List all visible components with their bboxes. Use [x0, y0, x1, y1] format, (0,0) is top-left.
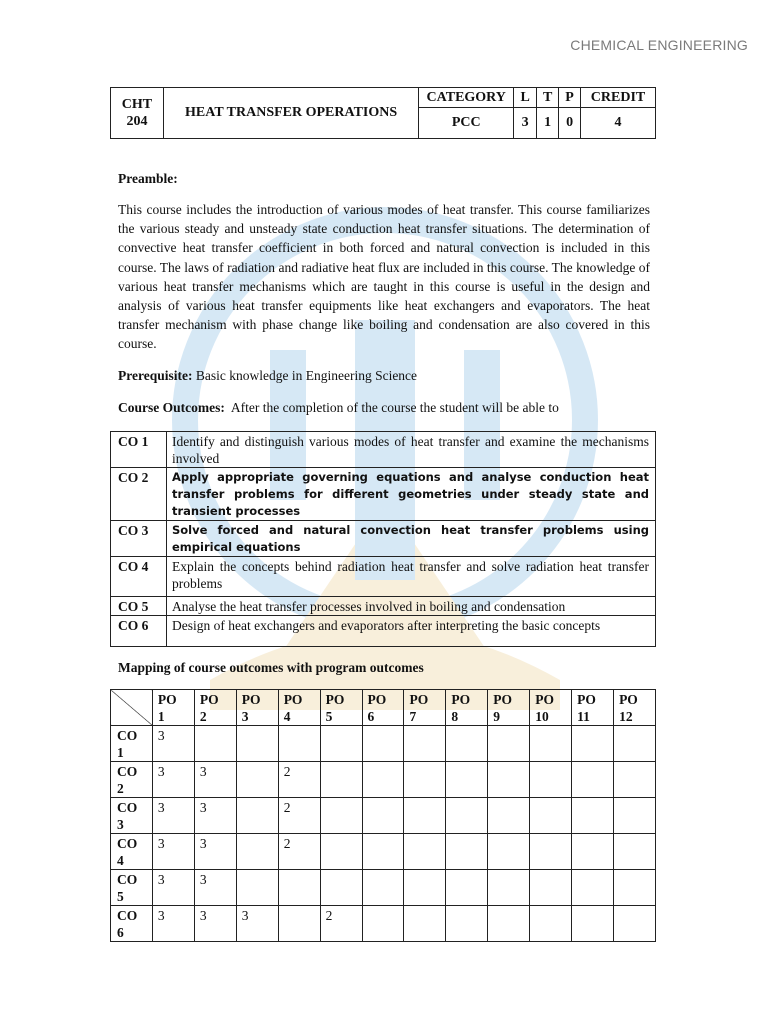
co-description: Identify and distinguish various modes of heat transfer and examine the mechanisms involved [167, 432, 656, 468]
mapping-cell [614, 906, 656, 942]
mapping-cell [614, 870, 656, 906]
mapping-cell [236, 834, 278, 870]
t-value: 1 [537, 108, 559, 139]
mapping-co-label: CO 6 [111, 906, 153, 942]
mapping-cell: 3 [194, 906, 236, 942]
co-po-mapping-table [110, 689, 656, 942]
mapping-co-label: CO 2 [111, 762, 153, 798]
mapping-co-label: CO 3 [111, 798, 153, 834]
mapping-cell [572, 906, 614, 942]
po-header: PO 6 [362, 690, 404, 726]
mapping-cell: 2 [278, 834, 320, 870]
mapping-cell [278, 870, 320, 906]
po-header: PO 7 [404, 690, 446, 726]
mapping-cell [572, 834, 614, 870]
mapping-cell [488, 906, 530, 942]
mapping-cell [194, 726, 236, 762]
course-outcomes-table [110, 431, 656, 647]
preamble-text: This course includes the introduction of various modes of heat transfer. This course familiarizes the various steady and unsteady state conduction heat transfer situations. The determination of convective heat transfer coefficient in both forced and natural convection is included in this course. The laws of radiation and radiative heat flux are included in this course. The knowledge of various heat transfer mechanisms which are taught in this course is useful in the design and analysis of various heat transfer equipments like heat exchangers and evaporators. The heat transfer mechanism with phase change like boiling and condensation are also covered in this course. [118, 202, 650, 352]
corner-cell [111, 690, 153, 726]
mapping-cell [236, 762, 278, 798]
mapping-cell [488, 834, 530, 870]
prerequisite-text: Basic knowledge in Engineering Science [195, 368, 418, 383]
co-code: CO 1 [111, 432, 167, 468]
mapping-cell [446, 762, 488, 798]
co-code: CO 3 [111, 521, 167, 557]
p-label: P [559, 88, 581, 108]
mapping-cell [446, 906, 488, 942]
mapping-row [111, 798, 656, 834]
mapping-cell [320, 870, 362, 906]
credit-label: CREDIT [581, 88, 656, 108]
mapping-cell [572, 762, 614, 798]
mapping-cell [572, 798, 614, 834]
mapping-co-label: CO 5 [111, 870, 153, 906]
mapping-cell [530, 834, 572, 870]
mapping-cell: 3 [152, 870, 194, 906]
po-header: PO 2 [194, 690, 236, 726]
po-header: PO 10 [530, 690, 572, 726]
po-header: PO 3 [236, 690, 278, 726]
co-description: Analyse the heat transfer processes involved in boiling and condensation [167, 597, 656, 616]
mapping-cell: 3 [152, 762, 194, 798]
mapping-cell: 3 [194, 870, 236, 906]
po-header: PO 5 [320, 690, 362, 726]
mapping-cell [404, 762, 446, 798]
mapping-cell [278, 906, 320, 942]
po-header: PO 4 [278, 690, 320, 726]
category-label: CATEGORY [419, 88, 514, 108]
mapping-cell [614, 762, 656, 798]
mapping-cell [488, 798, 530, 834]
mapping-cell [530, 798, 572, 834]
mapping-cell [446, 870, 488, 906]
mapping-row [111, 762, 656, 798]
mapping-cell [236, 798, 278, 834]
mapping-cell [278, 726, 320, 762]
course-title: HEAT TRANSFER OPERATIONS [163, 88, 418, 139]
mapping-cell [530, 906, 572, 942]
mapping-cell [614, 834, 656, 870]
mapping-row [111, 834, 656, 870]
mapping-cell [614, 798, 656, 834]
mapping-cell: 3 [152, 906, 194, 942]
mapping-cell [488, 726, 530, 762]
po-header: PO 8 [446, 690, 488, 726]
department-header: CHEMICAL ENGINEERING [570, 37, 748, 53]
mapping-cell [530, 762, 572, 798]
mapping-cell [362, 798, 404, 834]
co-code: CO 5 [111, 597, 167, 616]
course-outcomes-text: After the completion of the course the student will be able to [230, 400, 559, 415]
course-code: CHT 204 [111, 88, 164, 139]
prerequisite [118, 368, 650, 384]
mapping-cell [446, 726, 488, 762]
mapping-cell: 3 [194, 834, 236, 870]
course-outcomes-label: Course Outcomes: [118, 400, 225, 415]
po-header: PO 11 [572, 690, 614, 726]
co-description: Apply appropriate governing equations and analyse conduction heat transfer problems for different geometries under steady state and transient processes [167, 468, 656, 521]
mapping-cell [404, 726, 446, 762]
mapping-cell [362, 762, 404, 798]
mapping-cell [320, 726, 362, 762]
co-code: CO 2 [111, 468, 167, 521]
mapping-cell [446, 798, 488, 834]
mapping-cell [404, 834, 446, 870]
mapping-cell [236, 726, 278, 762]
mapping-cell [362, 870, 404, 906]
mapping-co-label: CO 4 [111, 834, 153, 870]
mapping-cell [404, 870, 446, 906]
mapping-cell [572, 726, 614, 762]
mapping-cell: 3 [194, 762, 236, 798]
mapping-cell [362, 834, 404, 870]
mapping-cell [320, 798, 362, 834]
mapping-cell [530, 726, 572, 762]
mapping-cell: 3 [194, 798, 236, 834]
mapping-cell: 3 [236, 906, 278, 942]
mapping-cell: 3 [152, 834, 194, 870]
preamble-heading: Preamble: [118, 171, 178, 186]
mapping-cell [320, 762, 362, 798]
po-header: PO 1 [152, 690, 194, 726]
mapping-heading: Mapping of course outcomes with program outcomes [118, 660, 424, 675]
co-description: Explain the concepts behind radiation heat transfer and solve radiation heat transfer problems [167, 557, 656, 597]
mapping-cell [362, 726, 404, 762]
mapping-cell [488, 870, 530, 906]
co-description: Design of heat exchangers and evaporators after interpreting the basic concepts [167, 616, 656, 647]
course-outcomes-intro [118, 400, 650, 416]
mapping-cell [404, 798, 446, 834]
co-code: CO 6 [111, 616, 167, 647]
prerequisite-label: Prerequisite: [118, 368, 193, 383]
credit-value: 4 [581, 108, 656, 139]
course-info-table [110, 87, 656, 139]
mapping-cell [362, 906, 404, 942]
l-value: 3 [514, 108, 537, 139]
mapping-cell [572, 870, 614, 906]
po-header: PO 9 [488, 690, 530, 726]
mapping-cell: 3 [152, 726, 194, 762]
l-label: L [514, 88, 537, 108]
mapping-cell [446, 834, 488, 870]
mapping-cell: 2 [278, 798, 320, 834]
mapping-row [111, 870, 656, 906]
mapping-row [111, 726, 656, 762]
mapping-co-label: CO 1 [111, 726, 153, 762]
po-header: PO 12 [614, 690, 656, 726]
mapping-cell [530, 870, 572, 906]
p-value: 0 [559, 108, 581, 139]
co-description: Solve forced and natural convection heat transfer problems using empirical equations [167, 521, 656, 557]
mapping-cell [320, 834, 362, 870]
category-value: PCC [419, 108, 514, 139]
mapping-cell: 3 [152, 798, 194, 834]
mapping-cell [236, 870, 278, 906]
t-label: T [537, 88, 559, 108]
mapping-cell [614, 726, 656, 762]
mapping-cell: 2 [278, 762, 320, 798]
mapping-cell [488, 762, 530, 798]
mapping-cell [404, 906, 446, 942]
mapping-cell: 2 [320, 906, 362, 942]
co-code: CO 4 [111, 557, 167, 597]
mapping-row [111, 906, 656, 942]
